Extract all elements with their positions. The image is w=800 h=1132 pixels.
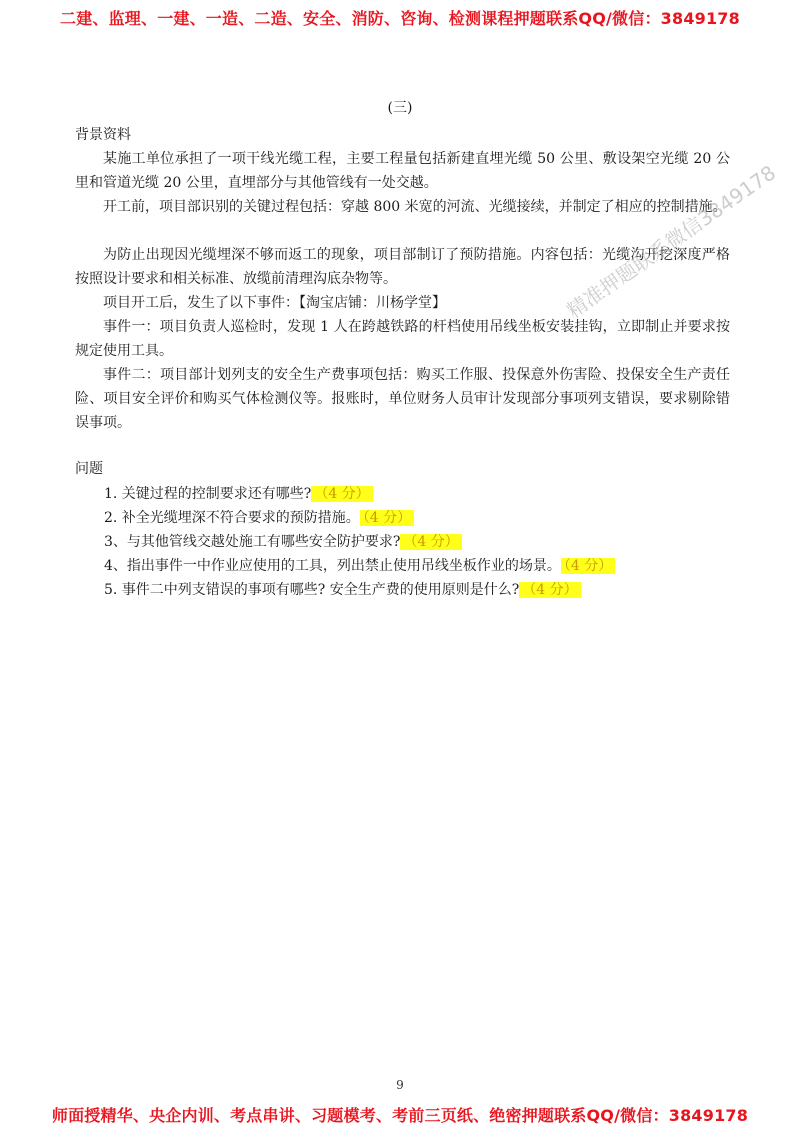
paragraph-prevention-measures: 为防止出现因光缆埋深不够而返工的现象，项目部制订了预防措施。内容包括：光缆沟开挖深度严格按照设计要求和相关标准、放缆前清理沟底杂物等。 xyxy=(75,247,730,287)
question-score: （4 分） xyxy=(400,534,461,550)
questions-heading: 问题 xyxy=(75,461,103,477)
question-score: （4 分） xyxy=(360,510,414,526)
question-text: 5. 事件二中列支错误的事项有哪些? 安全生产费的使用原则是什么? xyxy=(104,582,520,598)
paragraph-event-two: 事件二：项目部计划列支的安全生产费事项包括：购买工作服、投保意外伤害险、投保安全生产责任险、项目安全评价和购买气体检测仪等。报账时，单位财务人员审计发现部分事项列支错误，要求剔除错误事项。 xyxy=(75,367,730,431)
question-score: （4 分） xyxy=(519,582,580,598)
question-text: 1. 关键过程的控制要求还有哪些? xyxy=(104,486,312,502)
watermark: 精准押题联系微信3849178 xyxy=(562,160,781,323)
section-title: (三) xyxy=(387,100,413,116)
paragraph-event-one: 事件一：项目负责人巡检时，发现 1 人在跨越铁路的杆档使用吊线坐板安装挂钩，立即制止并要求按规定使用工具。 xyxy=(75,319,730,359)
paragraph-project-overview: 某施工单位承担了一项干线光缆工程，主要工程量包括新建直埋光缆 50 公里、敷设架空光缆 20 公里和管道光缆 20 公里，直埋部分与其他管线有一处交越。 xyxy=(75,151,730,191)
background-heading: 背景资料 xyxy=(75,127,131,143)
question-text: 3、与其他管线交越处施工有哪些安全防护要求? xyxy=(104,534,401,550)
question-3 xyxy=(104,532,462,552)
footer-banner: 师面授精华、央企内训、考点串讲、习题模考、考前三页纸、绝密押题联系QQ/微信：3849178 xyxy=(51,1106,749,1125)
question-text: 4、指出事件一中作业应使用的工具，列出禁止使用吊线坐板作业的场景。 xyxy=(104,558,561,574)
question-score: （4 分） xyxy=(311,486,372,502)
question-1 xyxy=(104,484,373,504)
question-text: 2. 补全光缆埋深不符合要求的预防措施。 xyxy=(104,510,360,526)
paragraph-key-processes: 开工前，项目部识别的关键过程包括：穿越 800 米宽的河流、光缆接续，并制定了相应的控制措施。 xyxy=(103,199,727,215)
question-4 xyxy=(104,556,615,576)
page-number: 9 xyxy=(396,1078,404,1092)
question-5 xyxy=(104,580,581,600)
paragraph-events-intro: 项目开工后，发生了以下事件：【淘宝店铺：川杨学堂】 xyxy=(103,295,446,311)
question-score: （4 分） xyxy=(561,558,615,574)
question-2 xyxy=(104,508,414,528)
header-banner: 二建、监理、一建、一造、二造、安全、消防、咨询、检测课程押题联系QQ/微信：3849178 xyxy=(60,9,740,28)
